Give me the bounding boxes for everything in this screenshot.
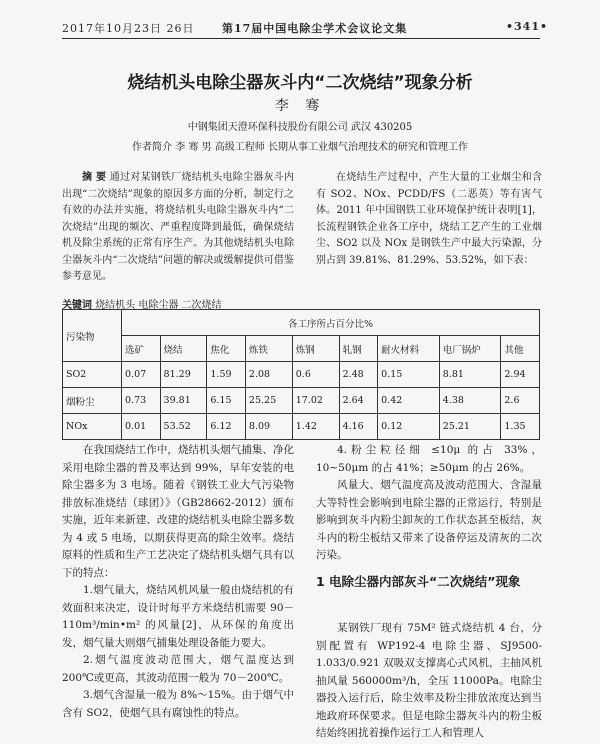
abstract-label: 摘 要: [82, 172, 107, 183]
column-header: 耐火材料: [378, 336, 440, 362]
pollutant-table: [62, 309, 540, 440]
header-date: 2017年10月23日 26日: [62, 22, 195, 35]
body-paragraph: 在我国烧结工作中，烧结机头烟气捕集、净化采用电除尘器的普及率达到 99%，早年安装的电除尘器多为 3 电场。随着《钢铁工业大气污染物排放标准烧结（球团）》（GB28662-2012）颁布实施，近年来新建、改建的烧结机头电除尘器多数为 4 或 5 电场，以期获得更高的除尘效率。烧结原料的性质和生产工艺决定了烧结机头烟气具有以下的特点：: [62, 444, 294, 579]
keywords-text: 烧结机头 电除尘器 二次烧结: [95, 300, 222, 311]
abstract-text: 通过对某钢铁厂烧结机头电除尘器灰斗内出现“二次烧结”现象的原因多方面的分析，制定行之有效的办法并实施，将烧结机头电除尘器灰斗内“二次烧结”出现的频次、严重程度降到最低，确保烧结机及除尘系统的正常有序生产。为其他烧结机头电除尘器灰斗内“二次烧结”问题的解决或缓解提供可借鉴参考意见。: [62, 172, 295, 282]
column-header: 电厂锅炉: [439, 336, 501, 362]
column-header: 炼铁: [245, 336, 292, 362]
table-cell: 25.25: [245, 388, 292, 414]
table-cell: 17.02: [292, 388, 339, 414]
table-cell: 6.15: [207, 388, 246, 414]
left-body: [62, 442, 294, 722]
table-corner: 污染物: [63, 310, 122, 362]
table-cell: 8.09: [245, 414, 292, 440]
body-paragraph: 4.粉尘粒径细 ≤10μ 的占 33%，10~50μm 的占 41%；≥50μm 的占 26%。: [316, 444, 542, 474]
header-rule: [62, 38, 540, 39]
affiliation: 中钢集团天澄环保科技股份有限公司 武汉 430205: [187, 122, 413, 133]
body-paragraph: 某钢铁厂现有 75M² 链式烧结机 4 台，分别配置有 WP192-4 电除尘器、SJ9500-1.033/0.921 双吸双支撑离心式风机，主抽风机抽风量 560000m³/h，全压 11000Pa。电除尘器投入运行后，除尘效率及粉尘排放浓度达到当地政府环保要求。但是电除尘器灰斗内的粉尘板结始终困扰着操作运行工人和管理人: [316, 622, 542, 739]
row-label: NOx: [63, 414, 122, 440]
author-bio: 作者简介 李 骞 男 高级工程师 长期从事工业烟气治理技术的研究和管理工作: [132, 142, 468, 153]
body-paragraph: 1.烟气量大，烧结风机风量一般由烧结机的有效面积来决定，设计时每平方米烧结机需要 90－110m³/min•m² 的风量[2]，从环保的角度出发，烟气量大则烟气捕集处理设备能力要大。: [62, 584, 294, 649]
right-body-bottom: [316, 620, 542, 744]
table-cell: 0.42: [378, 388, 440, 414]
column-header: 其他: [501, 336, 540, 362]
column-header: 选矿: [122, 336, 161, 362]
abstract: [62, 170, 294, 286]
intro-text: 在烧结生产过程中，产生大量的工业烟尘和含有 SO2、NOx、PCDD/FS（二恶英）等有害气体。2011 年中国钢铁工业环境保护统计表明[1]，长流程钢铁企业各工序中，烧结工艺产生的工业烟尘、SO2 以及 NOx 是钢铁生产中最大污染源，分别占到 39.81%、81.29%、53.52%，如下表：: [316, 172, 542, 266]
paper-title: 烧结机头电除尘器灰斗内“二次烧结”现象分析: [127, 73, 473, 93]
body-paragraph: 风量大、烟气温度高及波动范围大、含湿量大等特性会影响到电除尘器的正常运行，特别是影响到灰斗内粉尘卸灰的工作状态甚至板结，灰斗内的粉尘板结又带来了设备停运及清灰的二次污染。: [316, 479, 542, 561]
section-heading: 1 电除尘器内部灰斗“二次烧结”现象: [316, 574, 521, 589]
table-cell: 2.6: [501, 388, 540, 414]
table-cell: 1.35: [501, 414, 540, 440]
table-cell: 81.29: [160, 362, 207, 388]
table-header-row: [63, 310, 540, 336]
table-cell: 2.08: [245, 362, 292, 388]
body-paragraph: 3.烟气含湿量一般为 8%～15%。由于烟气中含有 SO2，使烟气具有腐蚀性的特点。: [62, 689, 294, 719]
table-cell: 0.07: [122, 362, 161, 388]
intro-paragraph: [316, 170, 542, 269]
table-cell: 39.81: [160, 388, 207, 414]
right-body-top: [316, 442, 542, 565]
row-label: 烟粉尘: [63, 388, 122, 414]
table-cell: 4.38: [439, 388, 501, 414]
table-column-row: [63, 336, 540, 362]
table-row: [63, 362, 540, 388]
column-header: 焦化: [207, 336, 246, 362]
table-cell: 0.01: [122, 414, 161, 440]
table-row: [63, 388, 540, 414]
table-cell: 25.21: [439, 414, 501, 440]
column-header: 轧钢: [339, 336, 378, 362]
table-cell: 0.6: [292, 362, 339, 388]
table-cell: 53.52: [160, 414, 207, 440]
table-cell: 2.94: [501, 362, 540, 388]
column-header: 炼钢: [292, 336, 339, 362]
table-cell: 0.15: [378, 362, 440, 388]
table-cell: 8.81: [439, 362, 501, 388]
table-cell: 1.42: [292, 414, 339, 440]
table-cell: 0.73: [122, 388, 161, 414]
author: 李 骞: [274, 98, 326, 114]
keywords-label: 关键词: [62, 300, 92, 311]
table-cell: 2.48: [339, 362, 378, 388]
table-cell: 4.16: [339, 414, 378, 440]
table-group-header: 各工序所占百分比%: [122, 310, 540, 336]
column-header: 烧结: [160, 336, 207, 362]
table-cell: 2.64: [339, 388, 378, 414]
header-proceedings: 第17届中国电除尘学术会议论文集: [222, 22, 408, 35]
table-cell: 6.12: [207, 414, 246, 440]
row-label: SO2: [63, 362, 122, 388]
table-cell: 0.12: [378, 414, 440, 440]
table-cell: 1.59: [207, 362, 246, 388]
table-row: [63, 414, 540, 440]
page-number: •341•: [506, 20, 549, 33]
body-paragraph: 2.烟气温度波动范围大，烟气温度达到 200℃或更高，其波动范围一般为 70－200℃。: [62, 654, 294, 684]
